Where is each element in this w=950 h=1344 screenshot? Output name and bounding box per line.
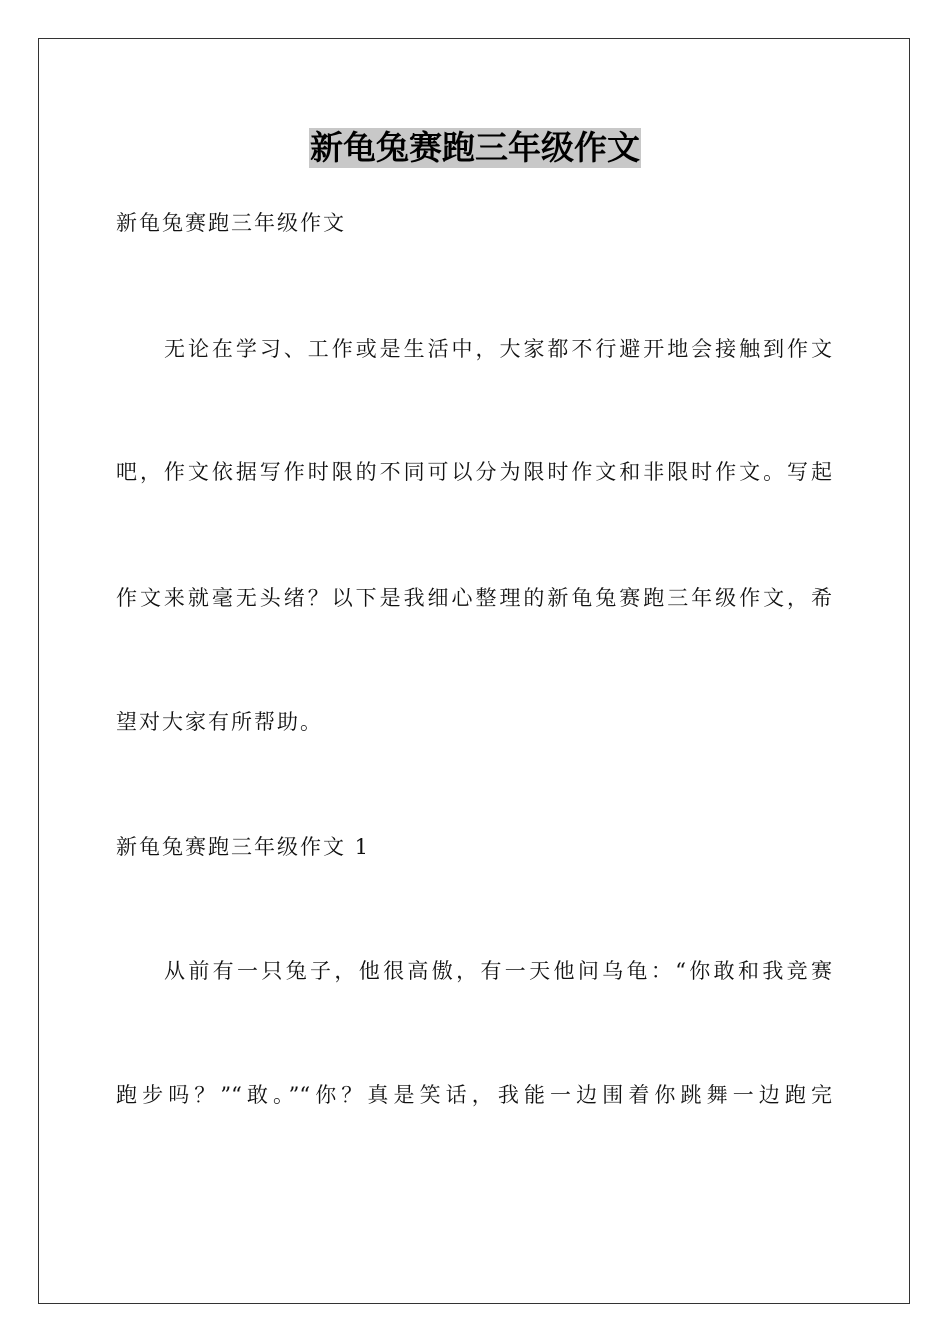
intro-line-4: 望对大家有所帮助。 — [116, 710, 323, 734]
intro-line-1: 无论在学习、工作或是生活中，大家都不行避开地会接触到作文 — [164, 337, 832, 361]
intro-line-2: 吧，作文依据写作时限的不同可以分为限时作文和非限时作文。写起 — [116, 460, 832, 484]
document-title: 新龟兔赛跑三年级作文 — [310, 128, 640, 167]
document-subtitle: 新龟兔赛跑三年级作文 — [116, 211, 346, 235]
story-line-2: 跑步吗？”“敢。”“你？真是笑话，我能一边围着你跳舞一边跑完 — [116, 1083, 832, 1107]
intro-line-3: 作文来就毫无头绪？以下是我细心整理的新龟兔赛跑三年级作文，希 — [116, 586, 832, 610]
story-line-1: 从前有一只兔子，他很高傲，有一天他问乌龟：“你敢和我竞赛 — [164, 959, 832, 983]
title-container — [0, 128, 950, 168]
section-heading: 新龟兔赛跑三年级作文 1 — [116, 835, 371, 859]
